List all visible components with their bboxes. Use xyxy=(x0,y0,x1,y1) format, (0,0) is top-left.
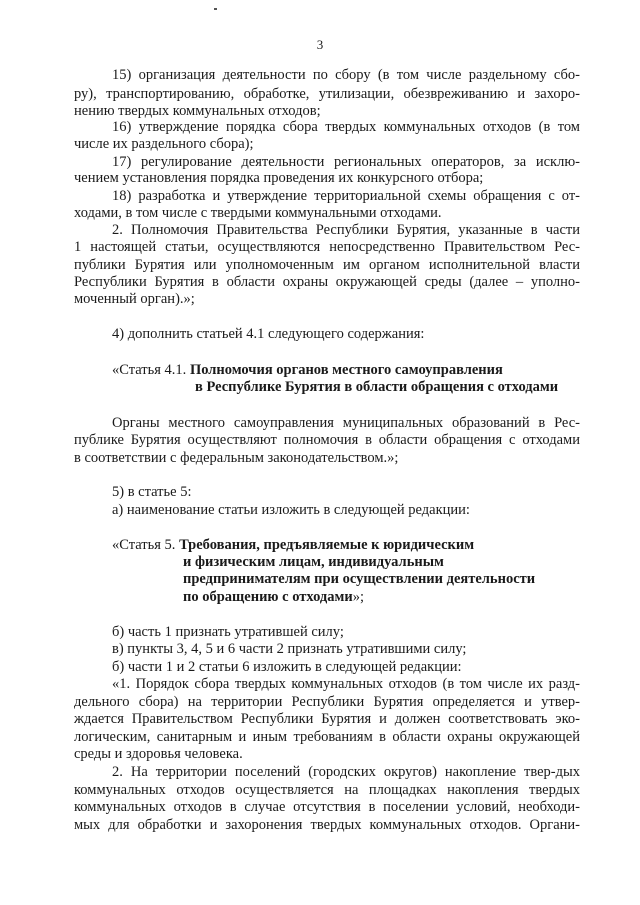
line-text: 4) дополнить статьей 4.1 следующего содержания: xyxy=(112,326,425,342)
text-line xyxy=(112,537,474,554)
line-text: коммунальных отходов осуществляется на площадках накопления твердых xyxy=(74,782,580,798)
line-text: 5) в статье 5: xyxy=(112,484,192,500)
text-line xyxy=(74,432,580,449)
line-text: в) пункты 3, 4, 5 и 6 части 2 признать утратившими силу; xyxy=(112,641,467,657)
line-text: а) наименование статьи изложить в следующей редакции: xyxy=(112,502,470,518)
line-text: 17) регулирование деятельности региональных операторов, за исклю- xyxy=(112,154,580,170)
line-text: в соответствии с федеральным законодательством.»; xyxy=(74,450,399,466)
line-text: б) часть 1 признать утратившей силу; xyxy=(112,624,344,640)
heading-text: в Республике Бурятия в области обращения с отходами xyxy=(195,379,559,395)
line-text: б) части 1 и 2 статьи 6 изложить в следующей редакции: xyxy=(112,659,462,675)
text-line xyxy=(74,136,254,153)
line-text: 16) утверждение порядка сбора твердых коммунальных отходов (в том xyxy=(112,119,580,135)
text-line xyxy=(112,188,580,205)
line-text: «1. Порядок сбора твердых коммунальных отходов (в том числе их разд- xyxy=(112,676,580,692)
line-text: ру), транспортированию, обработке, утилизации, обезвреживанию и захоро- xyxy=(74,86,580,102)
text-line xyxy=(74,729,580,746)
text-line xyxy=(112,502,470,519)
line-text: Органы местного самоуправления муниципальных образований в Рес- xyxy=(112,415,580,431)
line-text: 2. Полномочия Правительства Республики Бурятия, указанные в части xyxy=(112,222,580,238)
text-line xyxy=(112,67,580,84)
text-line xyxy=(74,799,580,816)
heading-text: по обращению с отходами xyxy=(183,589,353,605)
line-text: публики Бурятия или уполномоченным им органом исполнительной власти xyxy=(74,257,580,273)
text-line xyxy=(112,362,503,379)
text-line xyxy=(74,291,195,308)
line-text: мых для обработки и захоронения твердых коммунальных отходов. Органи- xyxy=(74,817,580,833)
line-text: ходами, в том числе с твердыми коммунальными отходами. xyxy=(74,205,442,221)
text-line xyxy=(74,746,243,763)
text-line xyxy=(74,711,580,728)
text-line xyxy=(183,554,444,571)
text-line xyxy=(74,450,398,467)
line-text: логическим, санитарным и иным требованиям в области охраны окружающей xyxy=(74,729,580,745)
text-line xyxy=(112,415,580,432)
line-text: «Статья 5. xyxy=(112,537,180,553)
line-text: Республики Бурятия в области охраны окружающей среды (далее – уполно- xyxy=(74,274,580,290)
text-line xyxy=(112,222,580,239)
heading-text: и физическим лицам, индивидуальным xyxy=(183,554,444,570)
heading-suffix: »; xyxy=(352,589,365,605)
text-line xyxy=(195,379,558,396)
text-line xyxy=(112,119,580,136)
text-line xyxy=(112,764,580,781)
text-line xyxy=(112,154,580,171)
text-line xyxy=(74,86,580,103)
text-line xyxy=(183,571,535,588)
line-text: 18) разработка и утверждение территориальной схемы обращения с от- xyxy=(112,188,580,204)
text-line xyxy=(112,676,580,693)
line-text: среды и здоровья человека. xyxy=(74,746,243,762)
heading-text: Полномочия органов местного самоуправления xyxy=(189,362,503,378)
text-line xyxy=(74,274,580,291)
line-text: нению твердых коммунальных отходов; xyxy=(74,103,321,119)
line-text: 15) организация деятельности по сбору (в том числе раздельному сбо- xyxy=(112,67,580,83)
text-line xyxy=(74,170,483,187)
text-line xyxy=(183,589,364,606)
text-line xyxy=(112,326,424,343)
text-line xyxy=(74,782,580,799)
text-line xyxy=(112,484,191,501)
text-line xyxy=(74,205,441,222)
text-line xyxy=(74,257,580,274)
text-line xyxy=(74,103,321,120)
heading-text: Требования, предъявляемые к юридическим xyxy=(179,537,475,553)
line-text: чением установления порядка проведения их конкурсного отбора; xyxy=(74,170,484,186)
text-line xyxy=(112,659,462,676)
text-line xyxy=(74,694,580,711)
heading-text: предпринимателям при осуществлении деятельности xyxy=(183,571,536,587)
line-text: «Статья 4.1. xyxy=(112,362,190,378)
page-number: 3 xyxy=(316,37,324,52)
line-text: ждается Правительством Республики Бурятия и должен соответствовать эко- xyxy=(74,711,580,727)
line-text: коммунальных отходов в случае отсутствия в поселении условий, необходи- xyxy=(74,799,580,815)
line-text: 1 настоящей статьи, осуществляются непосредственно Правительством Рес- xyxy=(74,239,580,255)
line-text: дельного сбора) на территории Республики Бурятия определяется и утвер- xyxy=(74,694,580,710)
line-text: 2. На территории поселений (городских округов) накопление твер-дых xyxy=(112,764,580,780)
line-text: моченный орган).»; xyxy=(74,291,195,307)
scan-speck xyxy=(214,8,217,10)
text-line xyxy=(74,239,580,256)
text-line xyxy=(112,624,344,641)
text-line xyxy=(112,641,466,658)
line-text: числе их раздельного сбора); xyxy=(74,136,254,152)
line-text: публике Бурятия осуществляют полномочия в области обращения с отходами xyxy=(74,432,580,448)
text-line xyxy=(74,817,580,834)
